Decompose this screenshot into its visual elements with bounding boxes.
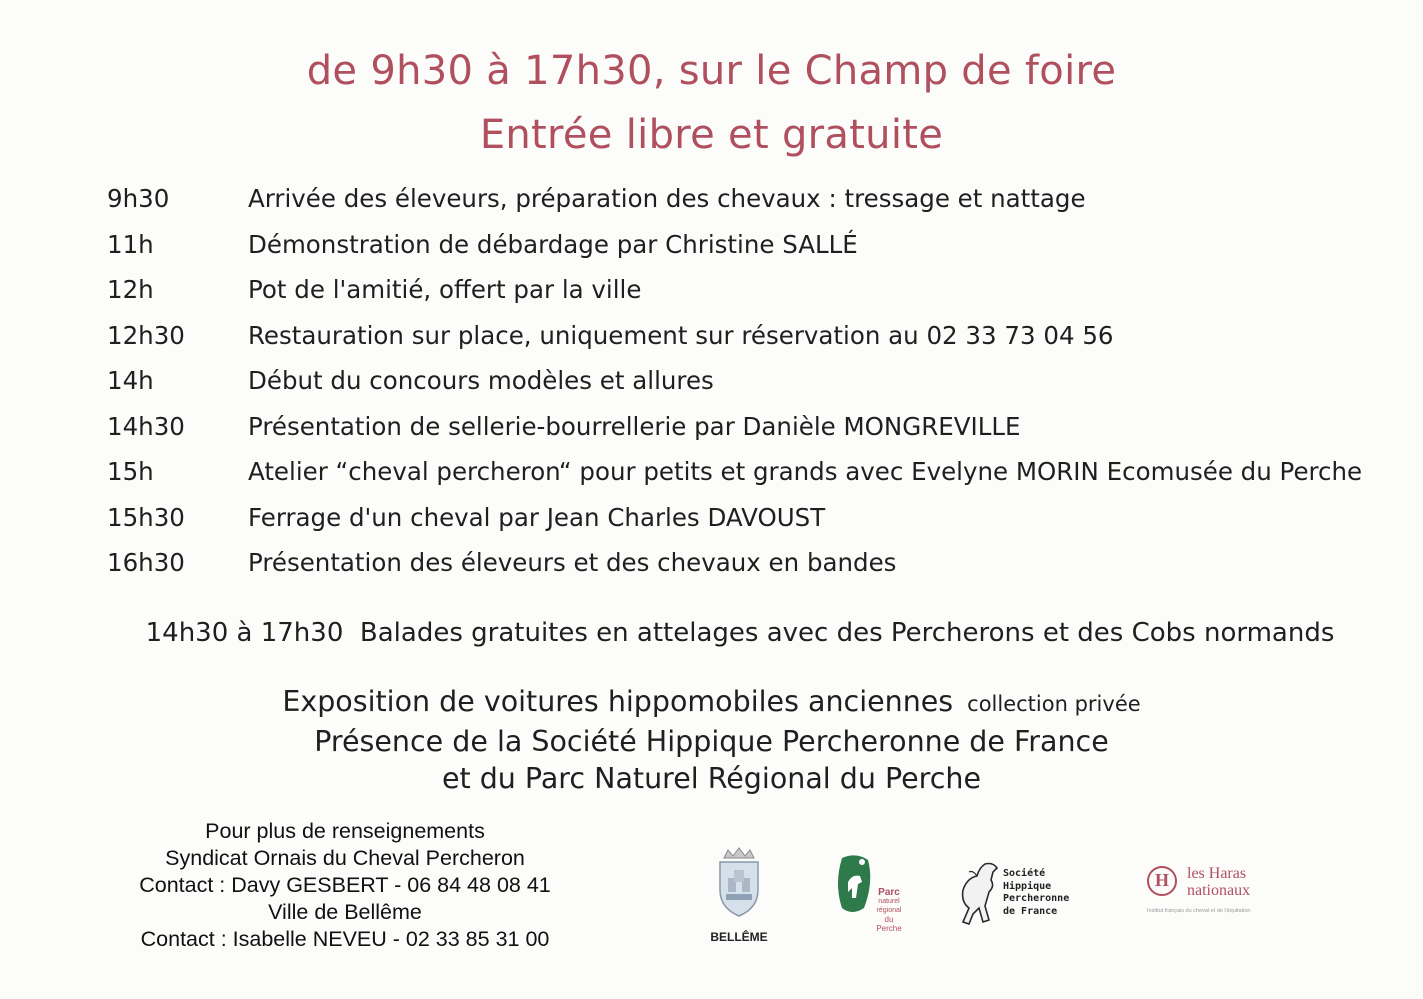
schedule-time: 14h30 xyxy=(107,411,185,441)
haras-title-line: nationaux xyxy=(1187,882,1251,899)
schedule-time: 12h30 xyxy=(107,320,185,350)
haras-tagline: Institut français du cheval et de l'équitation xyxy=(1147,908,1251,914)
parc-leaf-horse-icon xyxy=(834,852,874,918)
haras-title xyxy=(1187,865,1250,899)
shpf-text-line: Percheronne xyxy=(1003,893,1070,904)
header-line-1: de 9h30 à 17h30, sur le Champ de foire xyxy=(306,48,1117,94)
schedule-desc: Présentation de sellerie-bourrellerie par Danièle MONGREVILLE xyxy=(248,411,1021,441)
schedule-desc: Présentation des éleveurs et des chevaux en bandes xyxy=(248,548,897,577)
parc-perche-logo xyxy=(834,852,904,932)
exposition-note: collection privée xyxy=(967,692,1141,716)
rearing-horse-icon xyxy=(955,860,1003,926)
schedule-desc: Ferrage d'un cheval par Jean Charles DAVOUST xyxy=(248,502,826,532)
belleme-logo xyxy=(706,846,772,946)
balades-time: 14h30 à 17h30 xyxy=(145,618,344,648)
schedule-time: 11h xyxy=(107,229,154,259)
shpf-text-line: de France xyxy=(1003,905,1058,917)
header-line-2: Entrée libre et gratuite xyxy=(479,112,944,158)
contact-block xyxy=(100,818,590,953)
parc-text-line: Parc xyxy=(878,887,900,898)
schedule-desc: Atelier “cheval percheron“ pour petits et grands avec Evelyne MORIN Ecomusée du Perche xyxy=(248,457,1363,486)
schedule-time: 9h30 xyxy=(107,184,170,213)
coat-of-arms-icon xyxy=(706,846,772,922)
haras-title-line: les Haras xyxy=(1187,865,1247,882)
schedule-desc: Début du concours modèles et allures xyxy=(248,366,714,395)
schedule-time: 12h xyxy=(107,275,154,304)
shpf-text xyxy=(1003,868,1069,918)
schedule-desc: Arrivée des éleveurs, préparation des chevaux : tressage et nattage xyxy=(248,184,1086,213)
schedule-time: 14h xyxy=(107,366,154,395)
contact-line: Pour plus de renseignements xyxy=(205,819,485,843)
shpf-text-line: Hippique xyxy=(1003,880,1052,892)
contact-line: Contact : Isabelle NEVEU - 02 33 85 31 00 xyxy=(140,927,550,951)
shpf-logo xyxy=(955,860,1085,930)
schedule-time: 15h30 xyxy=(107,502,185,532)
parc-text-line: du Perche xyxy=(876,915,902,933)
shpf-text-line: Société xyxy=(1003,868,1046,879)
haras-nationaux-logo xyxy=(1145,862,1270,922)
parc-text-line: régional xyxy=(876,907,902,914)
parc-text xyxy=(872,888,906,933)
exposition-block xyxy=(0,683,1423,797)
balades-text: Balades gratuites en attelages avec des Percherons et des Cobs normands xyxy=(359,618,1335,648)
contact-line: Syndicat Ornais du Cheval Percheron xyxy=(165,846,525,870)
haras-emblem-icon xyxy=(1147,866,1177,896)
exposition-title: Exposition de voitures hippomobiles anciennes xyxy=(282,685,954,718)
schedule-time: 16h30 xyxy=(107,548,185,577)
belleme-label: BELLÊME xyxy=(710,930,768,944)
balades-line xyxy=(0,618,1423,648)
schedule-desc: Démonstration de débardage par Christine SALLÉ xyxy=(248,229,858,259)
schedule-desc: Pot de l'amitié, offert par la ville xyxy=(248,275,642,304)
haras-letter: H xyxy=(1154,870,1169,890)
exposition-line-3: et du Parc Naturel Régional du Perche xyxy=(441,762,982,795)
exposition-line-1 xyxy=(0,683,1423,723)
exposition-line-2: Présence de la Société Hippique Percheronne de France xyxy=(314,725,1109,758)
contact-line: Contact : Davy GESBERT - 06 84 48 08 41 xyxy=(139,873,551,897)
schedule-time: 15h xyxy=(107,457,154,486)
schedule-desc: Restauration sur place, uniquement sur réservation au 02 33 73 04 56 xyxy=(248,320,1114,350)
contact-line: Ville de Bellême xyxy=(268,900,422,924)
parc-text-line: naturel xyxy=(878,898,900,905)
